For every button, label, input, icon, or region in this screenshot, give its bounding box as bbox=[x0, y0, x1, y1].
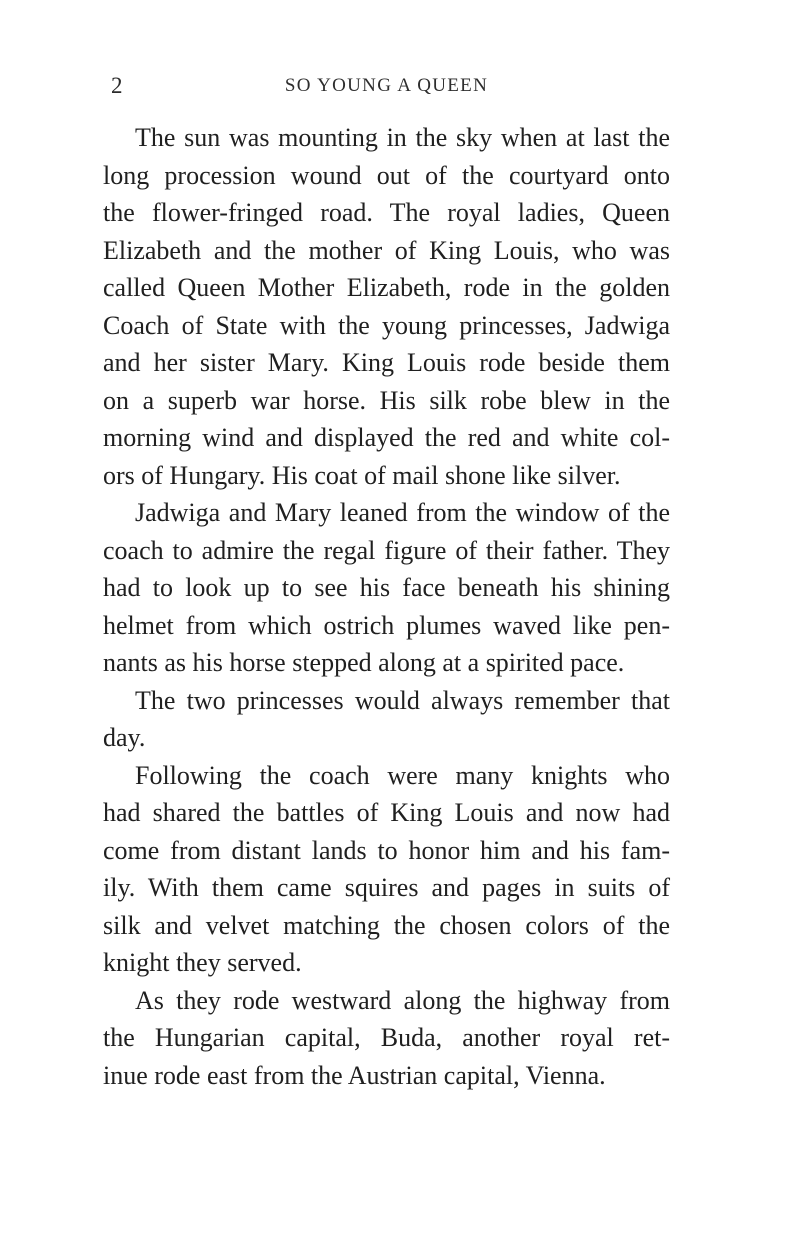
text-line: had shared the battles of King Louis and now had bbox=[103, 798, 670, 827]
text-line: come from distant lands to honor him and his fam- bbox=[103, 835, 670, 865]
text-line: and her sister Mary. King Louis rode beside them bbox=[103, 348, 670, 377]
text-line: the flower-fringed road. The royal ladies, Queen bbox=[103, 198, 670, 227]
text-line: knight they served. bbox=[103, 948, 302, 977]
text-line: The two princesses would always remember that bbox=[135, 685, 670, 715]
text-line: coach to admire the regal figure of their father. They bbox=[103, 535, 670, 565]
page-number: 2 bbox=[111, 73, 123, 98]
page-header bbox=[103, 72, 670, 100]
paragraph bbox=[103, 982, 670, 1095]
body-text bbox=[103, 119, 670, 1094]
paragraph bbox=[103, 682, 670, 757]
text-line: Coach of State with the young princesses, Jadwiga bbox=[103, 310, 670, 340]
text-line: nants as his horse stepped along at a spirited pace. bbox=[103, 648, 625, 677]
text-line: Elizabeth and the mother of King Louis, who was bbox=[103, 235, 670, 265]
running-head: SO YOUNG A QUEEN bbox=[284, 75, 489, 96]
text-line: Jadwiga and Mary leaned from the window of the bbox=[135, 498, 670, 527]
text-line: Following the coach were many knights who bbox=[135, 760, 670, 790]
text-line: the Hungarian capital, Buda, another royal ret- bbox=[103, 1023, 670, 1052]
text-line: As they rode westward along the highway from bbox=[135, 985, 670, 1015]
text-line: day. bbox=[103, 723, 146, 752]
paragraph bbox=[103, 757, 670, 982]
text-line: long procession wound out of the courtyard onto bbox=[103, 160, 670, 190]
text-line: The sun was mounting in the sky when at last the bbox=[135, 123, 670, 152]
text-line: helmet from which ostrich plumes waved like pen- bbox=[103, 610, 670, 640]
text-line: silk and velvet matching the chosen colors of the bbox=[103, 910, 670, 940]
text-line: ors of Hungary. His coat of mail shone like silver. bbox=[103, 460, 621, 490]
text-line: ily. With them came squires and pages in suits of bbox=[103, 873, 670, 902]
text-line: inue rode east from the Austrian capital, Vienna. bbox=[103, 1060, 606, 1090]
text-line: on a superb war horse. His silk robe blew in the bbox=[103, 385, 670, 415]
paragraph bbox=[103, 119, 670, 494]
text-line: morning wind and displayed the red and white col- bbox=[103, 423, 670, 452]
text-line: called Queen Mother Elizabeth, rode in the golden bbox=[103, 273, 670, 302]
paragraph bbox=[103, 494, 670, 682]
text-line: had to look up to see his face beneath his shining bbox=[103, 573, 670, 602]
